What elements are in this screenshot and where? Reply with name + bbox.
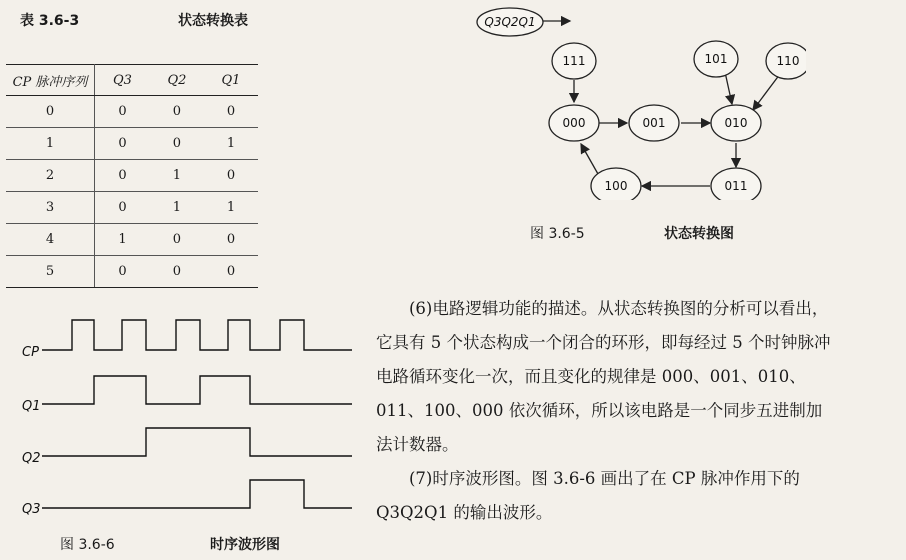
signal-label-q3: Q3 <box>22 502 41 517</box>
state-transition-table <box>6 64 258 288</box>
table-row: 1 0 0 1 <box>6 128 258 160</box>
table-title: 状态转换表 <box>178 13 248 29</box>
state-label: 101 <box>704 52 728 66</box>
signal-label-q1: Q1 <box>22 399 41 414</box>
paragraph-7: (7)时序波形图。图 3.6-6 画出了在 CP 脉冲作用下的 Q3Q2Q1 的输出波形。 <box>376 469 800 522</box>
table-row: 4 1 0 0 <box>6 224 258 256</box>
state-label: 111 <box>562 54 586 68</box>
waveform-q3 <box>42 480 352 508</box>
state-label: 001 <box>642 116 666 130</box>
diagram-caption-number: 图 3.6-5 <box>530 226 585 242</box>
state-diagram <box>470 4 806 200</box>
col-header-q3: Q3 <box>95 65 150 96</box>
table-row: 0 0 0 0 <box>6 96 258 128</box>
state-label: 010 <box>724 116 748 130</box>
table-row: 2 0 1 0 <box>6 160 258 192</box>
waveform-diagram <box>14 310 360 522</box>
col-header-q1: Q1 <box>204 65 258 96</box>
table-header-row <box>6 65 258 96</box>
waveform-caption-title: 时序波形图 <box>210 537 280 553</box>
waveform-q2 <box>42 428 352 456</box>
state-label: 000 <box>562 116 586 130</box>
paragraph-6: (6)电路逻辑功能的描述。从状态转换图的分析可以看出，它具有 5 个状态构成一个闭合的环形，即每经过 5 个时钟脉冲电路循环变化一次，而且变化的规律是 000、001、010、011、100、000 依次循环，所以该电路是一个同步五进制加法计数器。 <box>376 299 831 454</box>
col-header-q2: Q2 <box>150 65 204 96</box>
diagram-caption-title: 状态转换图 <box>664 226 734 242</box>
table-number: 表 3.6-3 <box>20 13 80 29</box>
legend-label: Q3Q2Q1 <box>484 15 536 29</box>
waveform-q1 <box>42 376 352 404</box>
waveform-cp <box>42 320 352 350</box>
state-label: 100 <box>604 179 628 193</box>
waveform-caption-number: 图 3.6-6 <box>60 537 115 553</box>
table-row: 3 0 1 1 <box>6 192 258 224</box>
signal-label-q2: Q2 <box>22 451 41 466</box>
state-label: 011 <box>724 179 748 193</box>
state-label: 110 <box>776 54 800 68</box>
table-row: 5 0 0 0 <box>6 256 258 288</box>
col-header-cp: CP 脉冲序列 <box>6 65 95 96</box>
signal-label-cp: CP <box>22 345 39 360</box>
